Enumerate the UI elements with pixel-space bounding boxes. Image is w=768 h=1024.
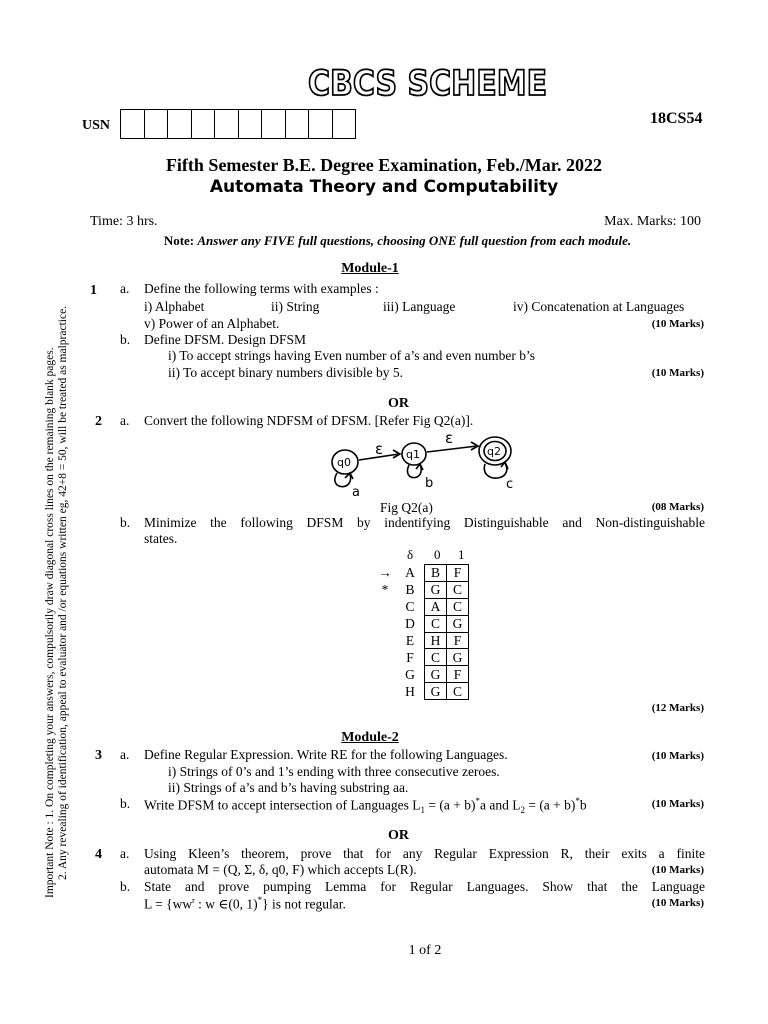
usn-label: USN [82, 118, 111, 133]
table-state: G [405, 667, 415, 682]
instructions-note [0, 233, 768, 249]
table-cell: G [425, 683, 447, 700]
table-row [425, 615, 469, 632]
q1b-item1: i) To accept strings having Even number of a’s and even number b’s [168, 348, 535, 363]
q4b-marks: (10 Marks) [651, 897, 704, 909]
q4a-text2: automata M = (Q, Σ, δ, q0, F) which accepts L(R). [144, 862, 417, 877]
table-cell: A [425, 598, 447, 615]
table-cell: C [447, 581, 469, 598]
table-mark: → [378, 565, 392, 580]
q3b-text: Write DFSM to accept intersection of Languages $L_1 = (a + b)^*a$ and $L_2 = (a + b)^*b$ [144, 796, 587, 816]
q1a-label: a. [120, 281, 130, 296]
q4a-text: Using Kleen’s theorem, prove that for any Regular Expression R, their exits a finite [144, 846, 705, 861]
subject-title: Automata Theory and Computability [209, 177, 559, 197]
fig-label-c: c [506, 477, 514, 492]
q3b-label: b. [120, 796, 131, 811]
table-cell: C [425, 649, 447, 666]
course-code: 18CS54 [650, 110, 703, 127]
q1a-item3: iii) Language [383, 299, 456, 314]
side-note-line1: Important Note : 1. On completing your answers, compulsorily draw diagonal cross lines on the remaining blank pages. [44, 347, 56, 898]
fig-state-q2: q2 [487, 445, 501, 458]
table-cell: G [425, 581, 447, 598]
table-state: E [405, 633, 415, 648]
q3a-marks: (10 Marks) [651, 750, 704, 762]
table-state-column [396, 564, 424, 700]
table-marks-column [374, 564, 396, 700]
table-col-1: 1 [458, 547, 465, 562]
q4b-label: b. [120, 879, 131, 894]
q4b-text: State and prove pumping Lemma for Regular Languages. Show that the Language [144, 879, 705, 894]
q2b-text: Minimize the following DFSM by indentifying Distinguishable and Non-distinguishable [144, 515, 705, 530]
table-cell: C [447, 683, 469, 700]
or-divider-1: OR [388, 396, 409, 411]
q3a-item1: i) Strings of 0’s and 1’s ending with three consecutive zeroes. [168, 764, 500, 779]
table-col-0: 0 [434, 547, 441, 562]
q1a-item4: iv) Concatenation at Languages [513, 299, 685, 314]
fig-label-a: a [352, 485, 360, 500]
table-delta: δ [407, 547, 414, 562]
time-allowed: Time: 3 hrs. [90, 214, 158, 229]
table-state: C [405, 599, 415, 614]
q1a-item1: i) Alphabet [144, 299, 205, 314]
fig-epsilon-1: ε [375, 440, 384, 458]
table-state: H [405, 684, 415, 699]
note-text: Answer any FIVE full questions, choosing ONE full question from each module. [197, 233, 632, 248]
ndfsm-figure [325, 432, 525, 500]
q1b-marks: (10 Marks) [651, 367, 704, 379]
q4a-label: a. [120, 846, 130, 861]
q3b-marks: (10 Marks) [651, 798, 704, 810]
table-row [425, 632, 469, 649]
q2a-label: a. [120, 413, 130, 428]
q2a-text: Convert the following NDFSM of DFSM. [Refer Fig Q2(a)]. [144, 413, 474, 428]
q3a-label: a. [120, 747, 130, 762]
table-row [425, 666, 469, 683]
q1a-text: Define the following terms with examples : [144, 281, 379, 296]
q4b-text2-main: L = {ww [144, 896, 193, 912]
transition-table [424, 564, 469, 700]
fig-label-b: b [425, 476, 434, 491]
exam-title: Fifth Semester B.E. Degree Examination, Feb./Mar. 2022 [165, 155, 603, 175]
max-marks: Max. Marks: 100 [604, 214, 701, 229]
q1a-item2: ii) String [271, 299, 320, 314]
fig-caption: Fig Q2(a) [380, 500, 433, 515]
table-row [425, 649, 469, 666]
table-cell: C [425, 615, 447, 632]
q4b-text2: $L = \{ww^r$ : w ∈(0, 1)*} is not regular. [144, 895, 346, 912]
q1a-marks: (10 Marks) [651, 318, 704, 330]
table-cell: F [447, 565, 469, 582]
table-state: B [405, 582, 415, 597]
q1b-item2: ii) To accept binary numbers divisible by 5. [168, 365, 404, 380]
module-2-title: Module-2 [341, 730, 399, 745]
table-cell: G [425, 666, 447, 683]
side-important-note [44, 258, 70, 898]
page-number: 1 of 2 [408, 943, 442, 958]
note-label: Note: [163, 233, 195, 248]
q2a-marks: (08 Marks) [651, 501, 704, 513]
table-cell: F [447, 632, 469, 649]
q4-number: 4 [95, 847, 102, 862]
table-cell: G [447, 649, 469, 666]
table-state: D [405, 616, 415, 631]
module-1-title: Module-1 [341, 261, 399, 276]
q4a-marks: (10 Marks) [651, 864, 704, 876]
table-cell: F [447, 666, 469, 683]
or-divider-2: OR [388, 828, 409, 843]
q3a-item2: ii) Strings of a’s and b’s having substring aa. [168, 780, 409, 795]
table-row [425, 565, 469, 582]
q2b-marks: (12 Marks) [651, 702, 704, 714]
table-state: F [406, 650, 414, 665]
scheme-stamp: CBCS SCHEME [308, 64, 548, 105]
q2-number: 2 [95, 414, 102, 429]
table-row [425, 598, 469, 615]
q2b-label: b. [120, 515, 131, 530]
fig-epsilon-2: ε [445, 432, 454, 447]
table-cell: H [425, 632, 447, 649]
q1b-label: b. [120, 332, 131, 347]
side-note-line2: 2. Any revealing of identification, appeal to evaluator and /or equations written eg, 42+8 = 50, will be treated as malpractice. [57, 305, 69, 880]
q3-number: 3 [95, 748, 102, 763]
table-cell: C [447, 598, 469, 615]
dfsm-table [374, 547, 469, 700]
q1b-text: Define DFSM. Design DFSM [144, 332, 307, 347]
fig-state-q0: q0 [337, 456, 351, 469]
table-cell: G [447, 615, 469, 632]
table-cell: B [425, 565, 447, 582]
q1-number: 1 [90, 283, 97, 298]
table-state: A [405, 565, 415, 580]
usn-boxes [120, 109, 356, 139]
table-row [425, 581, 469, 598]
q1a-item5: v) Power of an Alphabet. [144, 316, 280, 331]
fig-state-q1: q1 [406, 448, 420, 461]
table-mark: * [381, 582, 389, 597]
q2b-text2: states. [144, 531, 178, 546]
q3b-text-main: Write DFSM to accept intersection of Languages L [144, 797, 421, 813]
q3a-text: Define Regular Expression. Write RE for the following Languages. [144, 747, 508, 762]
table-row [425, 683, 469, 700]
